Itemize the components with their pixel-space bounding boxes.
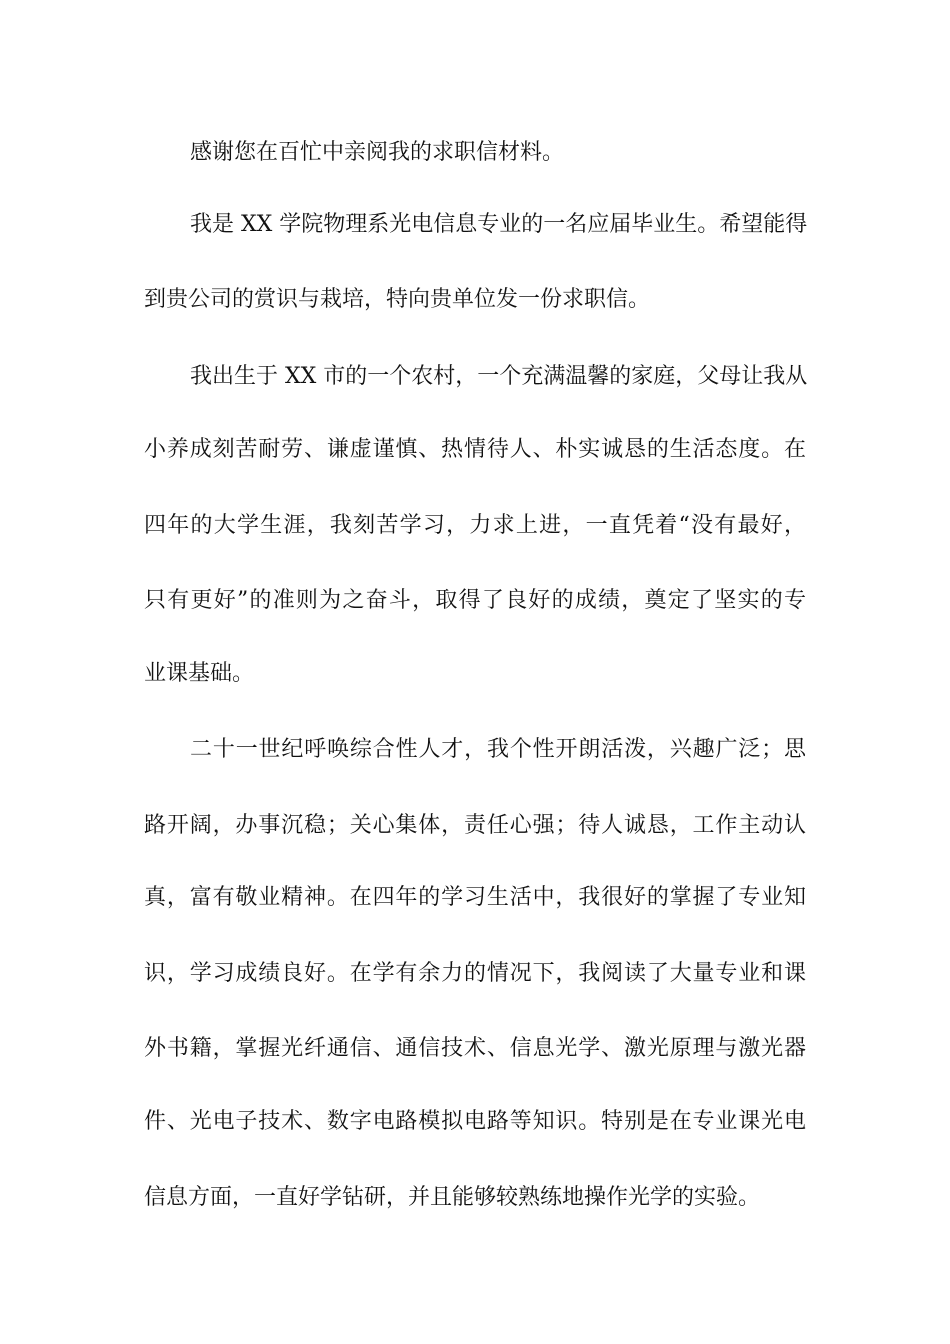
paragraph-3-line-1: 我出生于 XX 市的一个农村，一个充满温馨的家庭，父母让我从 — [190, 364, 808, 389]
paragraph-4-line-2: 路开阔，办事沉稳；关心集体，责任心强；待人诚恳，工作主动认 — [144, 813, 806, 838]
paragraph-3-line-5: 业课基础。 — [144, 661, 255, 686]
paragraph-2-line-2: 到贵公司的赏识与栽培，特向贵单位发一份求职信。 — [144, 287, 651, 312]
paragraph-2-line-1: 我是 XX 学院物理系光电信息专业的一名应届毕业生。希望能得 — [190, 212, 808, 237]
paragraph-1-line-1: 感谢您在百忙中亲阅我的求职信材料。 — [190, 140, 565, 165]
paragraph-4-line-6: 件、光电子技术、数字电路模拟电路等知识。特别是在专业课光电 — [144, 1109, 806, 1134]
paragraph-4-line-7: 信息方面，一直好学钻研，并且能够较熟练地操作光学的实验。 — [144, 1185, 761, 1210]
paragraph-4-line-3: 真，富有敬业精神。在四年的学习生活中，我很好的掌握了专业知 — [144, 885, 806, 910]
paragraph-3-line-4: 只有更好”的准则为之奋斗，取得了良好的成绩，奠定了坚实的专 — [144, 588, 806, 613]
paragraph-3-line-3: 四年的大学生涯，我刻苦学习，力求上进，一直凭着“没有最好， — [144, 513, 806, 538]
paragraph-4-line-5: 外书籍，掌握光纤通信、通信技术、信息光学、激光原理与激光器 — [144, 1036, 806, 1061]
paragraph-4-line-4: 识，学习成绩良好。在学有余力的情况下，我阅读了大量专业和课 — [144, 961, 806, 986]
paragraph-4-line-1: 二十一世纪呼唤综合性人才，我个性开朗活泼，兴趣广泛；思 — [190, 737, 806, 762]
paragraph-3-line-2: 小养成刻苦耐劳、谦虚谨慎、热情待人、朴实诚恳的生活态度。在 — [144, 437, 806, 462]
